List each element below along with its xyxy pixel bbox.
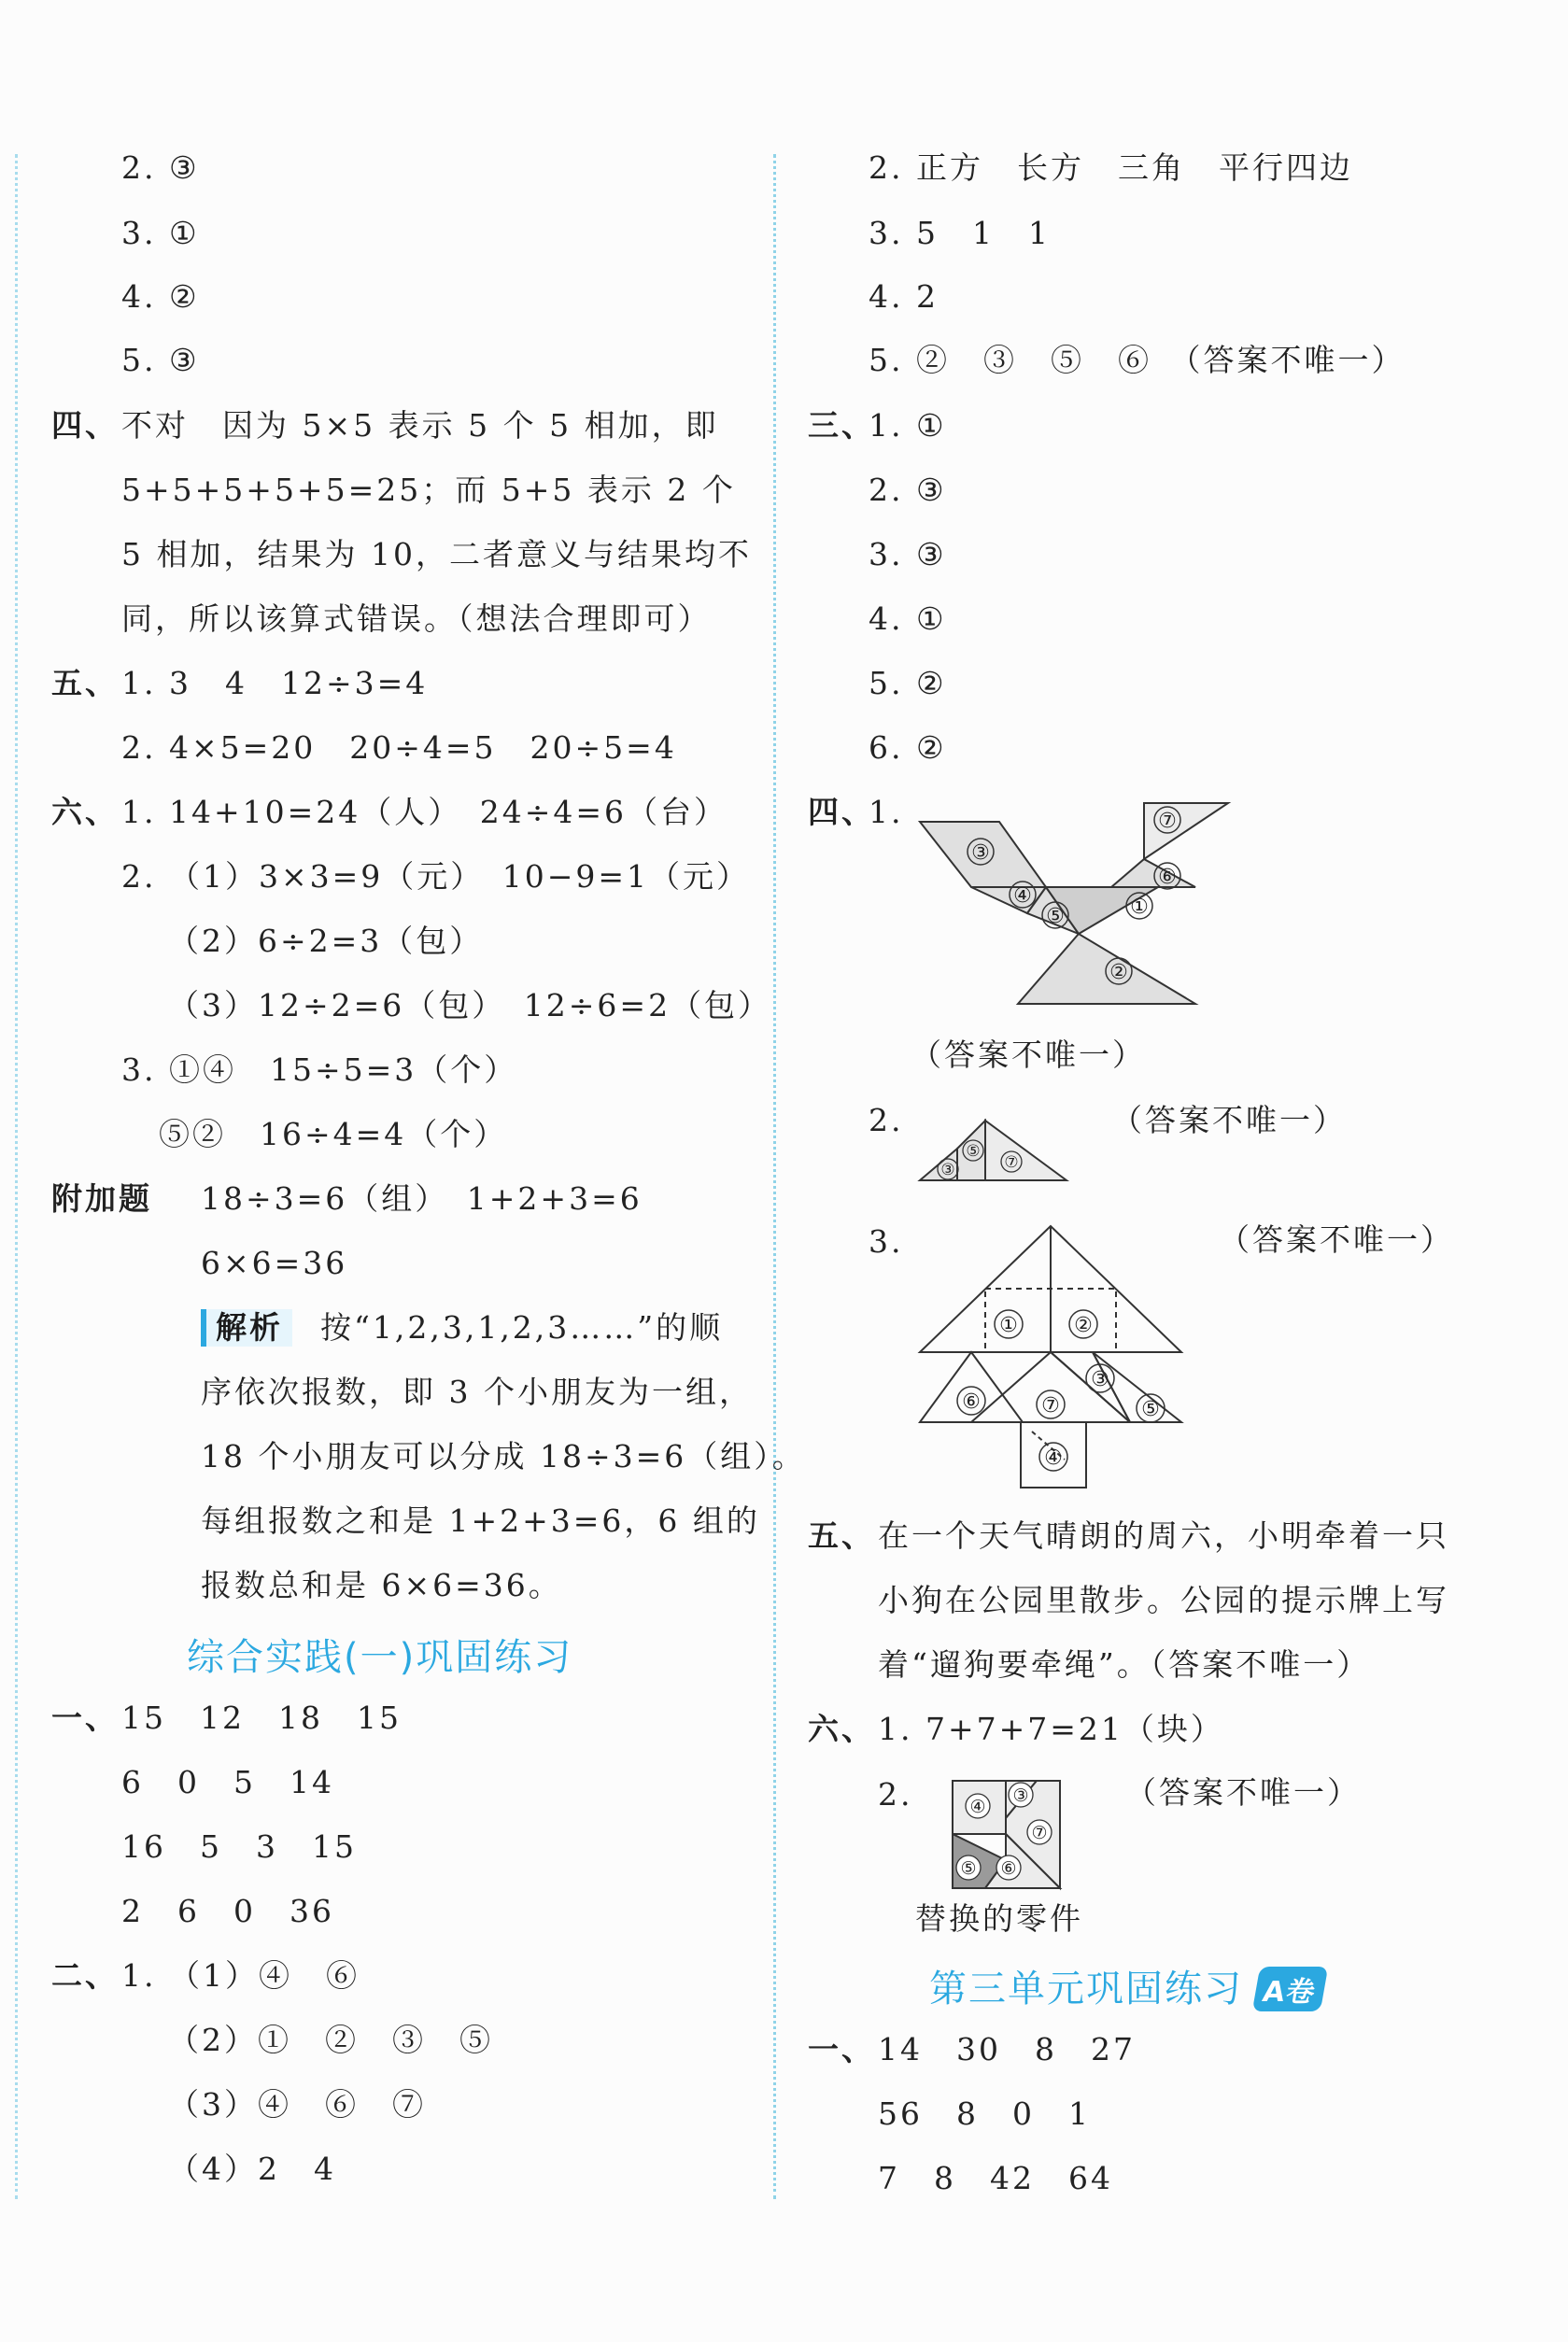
section-title: 综合实践(一)巩固练习 bbox=[187, 1636, 573, 1679]
column-divider bbox=[773, 154, 776, 2199]
section-label: 六、 bbox=[51, 794, 119, 830]
square-label: ⑤ bbox=[960, 1858, 977, 1879]
answer-line: 2. 4×5=20 20÷4=5 20÷5=4 bbox=[121, 729, 677, 766]
analysis-text: 按“1,2,3,1,2,3……”的顺 bbox=[320, 1309, 724, 1346]
bird-label: ② bbox=[1109, 961, 1128, 984]
tree-label: ⑥ bbox=[962, 1390, 981, 1414]
answer-line: 不对 因为 5×5 表示 5 个 5 相加，即 bbox=[121, 407, 719, 444]
answer-line: 6 0 5 14 bbox=[121, 1764, 334, 1800]
section-label: 六、 bbox=[808, 1711, 875, 1747]
answer-line: ⑤② 16÷4=4（个） bbox=[159, 1116, 508, 1152]
tree-tangram-figure bbox=[915, 1221, 1195, 1502]
bird-piece-6 bbox=[1111, 859, 1195, 887]
triangle-piece-7 bbox=[985, 1121, 1067, 1180]
note-text: （答案不唯一） bbox=[1111, 1102, 1347, 1138]
answer-line: 2. bbox=[878, 1776, 913, 1813]
tree-label: ④ bbox=[1044, 1446, 1063, 1470]
bird-label: ⑤ bbox=[1046, 905, 1065, 928]
answer-line: （2）6÷2=3（包） bbox=[168, 923, 484, 959]
answer-line: 3. bbox=[869, 1223, 904, 1260]
figure-caption: 替换的零件 bbox=[915, 1900, 1083, 1937]
tree-label: ② bbox=[1074, 1314, 1093, 1337]
answer-line: 14 30 8 27 bbox=[878, 2031, 1136, 2067]
answer-line: 2. （1）3×3=9（元） 10−9=1（元） bbox=[121, 858, 751, 895]
square-label: ④ bbox=[969, 1797, 986, 1817]
tree-label: ③ bbox=[1091, 1368, 1109, 1391]
section-label: 附加题 bbox=[51, 1180, 152, 1217]
answer-line: 3. ①④ 15÷5=3（个） bbox=[121, 1051, 518, 1088]
bird-label: ③ bbox=[971, 841, 990, 865]
answer-line: 1. 3 4 12÷3=4 bbox=[121, 665, 429, 701]
answer-line: 2 6 0 36 bbox=[121, 1893, 334, 1929]
answer-line: 6×6=36 bbox=[201, 1245, 348, 1281]
section-label: 三、 bbox=[808, 407, 875, 444]
bird-label: ⑥ bbox=[1158, 866, 1177, 889]
section-label: 五、 bbox=[808, 1517, 875, 1554]
answer-line: 7 8 42 64 bbox=[878, 2160, 1113, 2196]
answer-line: 同，所以该算式错误。（想法合理即可） bbox=[121, 600, 712, 637]
answer-line: （4）2 4 bbox=[168, 2151, 336, 2187]
answer-line: （3）④ ⑥ ⑦ bbox=[168, 2086, 426, 2123]
answer-line: 5. ② bbox=[869, 665, 947, 701]
tree-label: ① bbox=[999, 1314, 1018, 1337]
answer-line: 2. bbox=[869, 1102, 904, 1138]
unit-badge: A卷 bbox=[1252, 1967, 1329, 2011]
answer-line: 1. ① bbox=[869, 407, 947, 444]
bird-label: ① bbox=[1130, 896, 1149, 919]
bird-tangram-figure bbox=[915, 794, 1251, 1023]
section-label: 一、 bbox=[51, 1700, 119, 1736]
answer-line: 3. ③ bbox=[869, 536, 947, 572]
unit-title: 第三单元巩固练习 bbox=[929, 1968, 1243, 2010]
answer-line: 2. ③ bbox=[869, 472, 947, 508]
square-label: ③ bbox=[1012, 1785, 1029, 1806]
answer-line: 56 8 0 1 bbox=[878, 2095, 1091, 2132]
triangle-label: ⑤ bbox=[966, 1142, 981, 1161]
note-text: （答案不唯一） bbox=[1125, 1774, 1361, 1811]
answer-line: 15 12 18 15 bbox=[121, 1700, 402, 1736]
analysis-tag: 解析 bbox=[201, 1309, 292, 1347]
tree-label: ⑦ bbox=[1041, 1394, 1060, 1418]
answer-line: 序依次报数，即 3 个小朋友为一组， bbox=[201, 1374, 753, 1410]
answer-line: 3. 5 1 1 bbox=[869, 215, 1051, 251]
section-label: 四、 bbox=[808, 794, 875, 830]
bird-piece-2 bbox=[1018, 934, 1195, 1004]
section-label: 一、 bbox=[808, 2031, 875, 2067]
answer-line: 18 个小朋友可以分成 18÷3=6（组）。 bbox=[201, 1438, 806, 1474]
left-margin-dots bbox=[15, 154, 18, 2199]
answer-line: 3. ① bbox=[121, 215, 200, 251]
square-label: ⑦ bbox=[1031, 1823, 1048, 1843]
answer-line: 1. bbox=[869, 794, 904, 830]
section-label: 二、 bbox=[51, 1957, 119, 1994]
answer-line: 每组报数之和是 1+2+3=6，6 组的 bbox=[201, 1503, 760, 1539]
answer-line: （3）12÷2=6（包） 12÷6=2（包） bbox=[168, 987, 772, 1023]
answer-line: 1. 7+7+7=21（块） bbox=[878, 1711, 1224, 1747]
section-label: 四、 bbox=[51, 407, 119, 444]
answer-line: 1. 14+10=24（人） 24÷4=6（台） bbox=[121, 794, 728, 830]
analysis-line bbox=[201, 1309, 723, 1347]
tree-label: ⑤ bbox=[1141, 1398, 1160, 1421]
answer-line: （2）① ② ③ ⑤ bbox=[168, 2022, 493, 2058]
bird-label: ⑦ bbox=[1158, 810, 1177, 833]
square-label: ⑥ bbox=[1000, 1858, 1017, 1879]
answer-line: 2. 正方 长方 三角 平行四边 bbox=[869, 149, 1353, 186]
triangle-label: ⑦ bbox=[1004, 1153, 1019, 1172]
answer-line: 5. ② ③ ⑤ ⑥ （答案不唯一） bbox=[869, 342, 1406, 378]
answer-line: 4. 2 bbox=[869, 278, 939, 315]
section-label: 五、 bbox=[51, 665, 119, 701]
answer-line: 着“遛狗要牵绳”。（答案不唯一） bbox=[878, 1646, 1371, 1683]
answer-line: 小狗在公园里散步。公园的提示牌上写 bbox=[878, 1582, 1449, 1618]
answer-line: 报数总和是 6×6=36。 bbox=[201, 1567, 562, 1603]
answer-line: 16 5 3 15 bbox=[121, 1828, 357, 1865]
answer-line: 4. ① bbox=[869, 600, 947, 637]
answer-line: 在一个天气晴朗的周六，小明牵着一只 bbox=[878, 1517, 1449, 1554]
answer-line: 6. ② bbox=[869, 729, 947, 766]
answer-line: 5 相加，结果为 10，二者意义与结果均不 bbox=[121, 536, 752, 572]
triangle-tangram-figure bbox=[915, 1104, 1074, 1188]
square-tangram-figure bbox=[948, 1776, 1065, 1893]
answer-line: 5+5+5+5+5=25；而 5+5 表示 2 个 bbox=[121, 472, 736, 508]
answer-line: 18÷3=6（组） 1+2+3=6 bbox=[201, 1180, 643, 1217]
answer-line: 1. （1）④ ⑥ bbox=[121, 1957, 360, 1994]
answer-line: 5. ③ bbox=[121, 342, 200, 378]
note-text: （答案不唯一） bbox=[911, 1037, 1146, 1073]
bird-label: ④ bbox=[1013, 884, 1032, 908]
note-text: （答案不唯一） bbox=[1219, 1221, 1454, 1258]
answer-line: 2. ③ bbox=[121, 149, 200, 186]
triangle-label: ③ bbox=[940, 1161, 955, 1179]
unit-title-row bbox=[929, 1959, 1324, 2012]
answer-line: 4. ② bbox=[121, 278, 200, 315]
